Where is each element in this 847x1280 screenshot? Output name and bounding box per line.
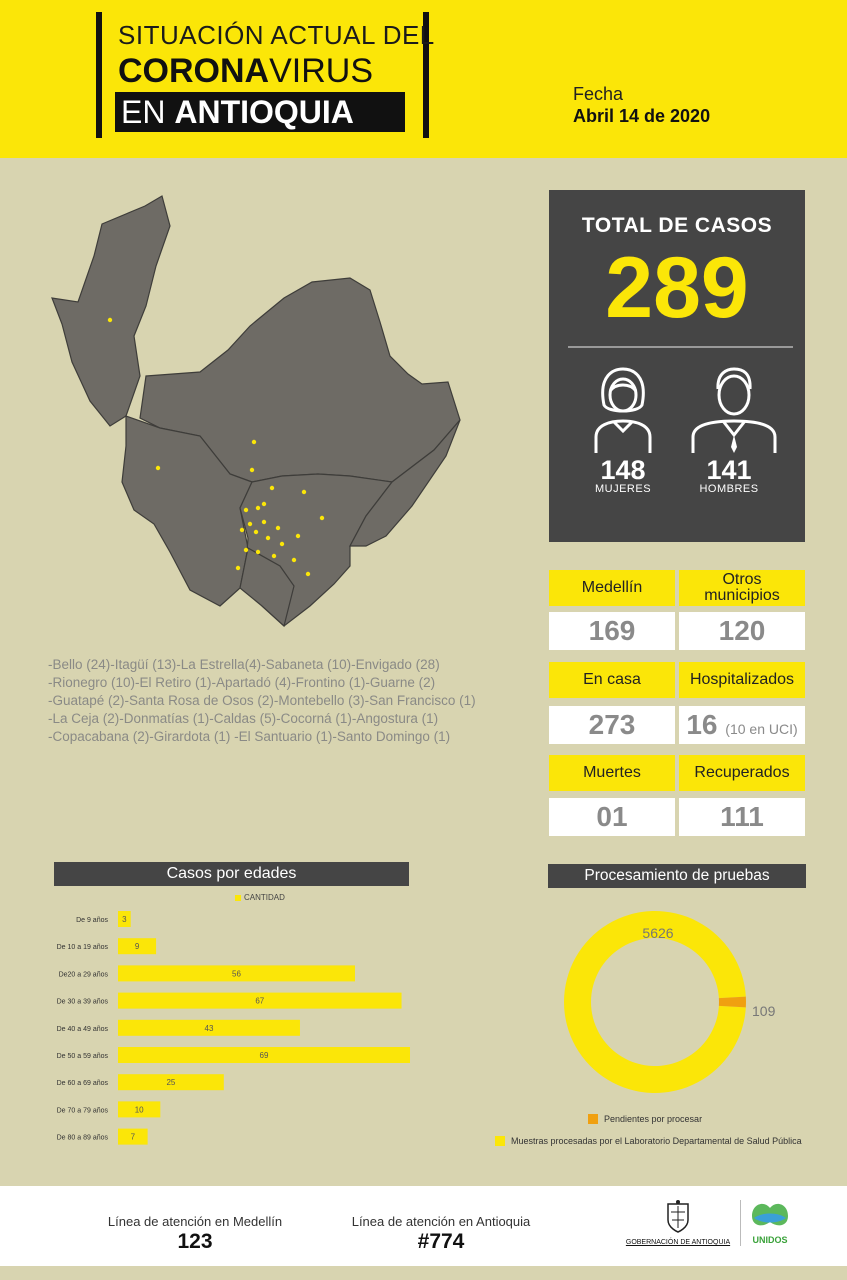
medellin-hotline-label: Línea de atención en Medellín — [107, 1214, 283, 1229]
tests-donut-chart — [540, 910, 840, 1110]
age-value-label: 10 — [134, 1105, 144, 1115]
donut-label-processed: 5626 — [642, 925, 674, 941]
legend-swatch-processed — [495, 1136, 505, 1146]
otros-municipios-label: Otros municipios — [679, 570, 805, 606]
legend-processed-label: Muestras procesadas por el Laboratorio Departamental de Salud Pública — [511, 1136, 802, 1146]
men-group — [689, 365, 769, 495]
unidos-logo — [744, 1198, 796, 1245]
otros-municipios-value: 120 — [679, 612, 805, 650]
legend-pending — [588, 1114, 702, 1124]
header-banner — [0, 0, 847, 158]
age-value-label: 3 — [122, 915, 127, 924]
recuperados-label: Recuperados — [679, 755, 805, 791]
title-corona: CORONA — [118, 52, 270, 90]
title-antioquia: ANTIOQUIA — [174, 94, 354, 130]
en-casa-label: En casa — [549, 662, 675, 698]
man-icon — [689, 365, 779, 457]
legend-swatch-pending — [588, 1114, 598, 1124]
muertes-value: 01 — [549, 798, 675, 836]
coat-of-arms-icon — [660, 1198, 696, 1234]
donut-slice-pending — [719, 997, 746, 1008]
age-value-label: 43 — [204, 1023, 214, 1033]
age-chart-title: Casos por edades — [54, 862, 409, 886]
age-value-label: 25 — [166, 1078, 176, 1088]
age-value-label: 56 — [232, 969, 241, 979]
age-bar-chart — [0, 905, 420, 1155]
age-category-label: De 40 a 49 años — [56, 1025, 108, 1033]
age-category-label: De 50 a 59 años — [56, 1053, 108, 1060]
age-value-label: 7 — [130, 1132, 136, 1142]
date-label: Fecha — [573, 84, 624, 104]
gobernacion-label: GOBERNACIÓN DE ANTIOQUIA — [625, 1239, 731, 1246]
divider — [568, 346, 793, 348]
age-value-label: 69 — [259, 1051, 269, 1060]
municipios-line: -Guatapé (2)-Santa Rosa de Osos (2)-Montebello (3)-San Francisco (1) — [48, 693, 476, 708]
men-label: HOMBRES — [699, 483, 759, 495]
donut-label-pending: 109 — [752, 1003, 776, 1019]
title-line-3 — [115, 92, 405, 132]
logo-divider — [740, 1200, 741, 1246]
legend-pending-label: Pendientes por procesar — [604, 1114, 703, 1124]
age-category-label: De 70 a 79 años — [56, 1107, 108, 1115]
total-cases-value: 289 — [605, 240, 749, 336]
age-value-label: 67 — [255, 996, 265, 1006]
legend-processed — [495, 1136, 802, 1146]
age-category-label: De 10 a 19 años — [56, 944, 108, 952]
woman-icon — [588, 365, 658, 457]
hospitalizados-value: 16 — [686, 709, 718, 740]
antioquia-map — [50, 186, 470, 636]
age-category-label: De 60 a 69 años — [56, 1080, 108, 1088]
women-count: 148 — [600, 455, 646, 485]
municipios-line: -Copacabana (2)-Girardota (1) -El Santuario (1)-Santo Domingo (1) — [48, 729, 451, 744]
medellin-value: 169 — [549, 612, 675, 650]
legend-swatch — [235, 895, 241, 901]
tests-chart-title: Procesamiento de pruebas — [548, 864, 806, 888]
medellin-label: Medellín — [549, 570, 675, 606]
unidos-label: UNIDOS — [752, 1235, 788, 1245]
municipios-line: -Bello (24)-Itagüí (13)-La Estrella(4)-Sabaneta (10)-Envigado (28) — [48, 657, 440, 672]
age-category-label: De20 a 29 años — [58, 971, 108, 979]
medellin-hotline-number: 123 — [177, 1230, 213, 1253]
municipios-line: -La Ceja (2)-Donmatías (1)-Caldas (5)-Cocorná (1)-Angostura (1) — [48, 711, 439, 726]
title-en: EN — [121, 94, 175, 130]
unidos-mark-icon — [748, 1198, 792, 1230]
age-legend-label: CANTIDAD — [244, 893, 285, 902]
women-label: MUJERES — [594, 483, 652, 495]
antioquia-hotline-number: #774 — [417, 1230, 465, 1253]
age-category-label: De 80 a 89 años — [56, 1134, 108, 1142]
title-line-2 — [118, 52, 373, 91]
date-value: Abril 14 de 2020 — [573, 106, 711, 126]
municipios-list — [48, 656, 518, 746]
municipios-line: -Rionegro (10)-El Retiro (1)-Apartadó (4)-Frontino (1)-Guarne (2) — [48, 675, 436, 690]
en-casa-value: 273 — [549, 706, 675, 744]
age-category-label: De 9 años — [76, 917, 108, 924]
age-chart-legend — [235, 893, 285, 902]
age-value-label: 9 — [134, 942, 140, 952]
hospitalizados-label: Hospitalizados — [679, 662, 805, 698]
header-bar-left — [96, 12, 102, 138]
antioquia-hotline-label: Línea de atención en Antioquia — [351, 1214, 531, 1229]
total-cases-panel — [549, 190, 805, 542]
age-category-label: De 30 a 39 años — [56, 998, 108, 1006]
uci-note: (10 en UCI) — [725, 721, 798, 737]
title-virus: VIRUS — [269, 52, 374, 90]
recuperados-value: 111 — [679, 798, 805, 836]
women-group — [583, 365, 663, 495]
gobernacion-logo — [622, 1198, 734, 1246]
muertes-label: Muertes — [549, 755, 675, 791]
title-line-1: SITUACIÓN ACTUAL DEL — [118, 20, 435, 50]
footer-strip — [0, 1266, 847, 1280]
hospitalizados-value-box — [679, 706, 805, 744]
men-count: 141 — [706, 455, 752, 485]
total-cases-label: TOTAL DE CASOS — [581, 214, 773, 237]
